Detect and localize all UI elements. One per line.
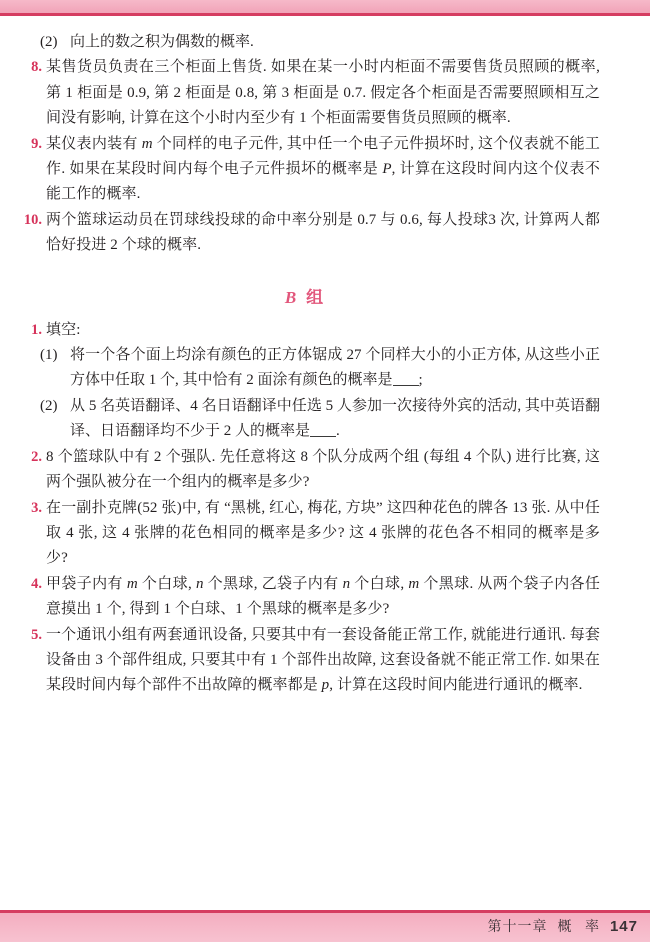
- exercise-item-8: [18, 55, 600, 131]
- item-number: 2.: [31, 448, 42, 465]
- item-text-part: 某仪表内装有: [46, 135, 142, 152]
- item-text-part: , 计算在这段时间内这个仪表不能工作的概率.: [46, 161, 600, 203]
- page-footer: [487, 916, 638, 936]
- exercise-item-9: [18, 132, 600, 208]
- item-text: [46, 132, 600, 208]
- item-text-part: , 计算在这段时间内能进行通讯的概率.: [329, 677, 583, 694]
- item-number: 10.: [23, 211, 42, 228]
- item-text-part: 甲袋子内有: [46, 575, 127, 592]
- group-b-heading: [18, 283, 600, 308]
- lead-sub-item: [40, 30, 600, 55]
- math-variable-n: n: [342, 575, 351, 592]
- sub-item-label: (2): [40, 397, 58, 414]
- item-text-part: 个黑球, 乙袋子内有: [203, 575, 343, 592]
- sub-item-text-part: 从 5 名英语翻译、4 名日语翻译中任选 5 人参加一次接待外宾的活动, 其中英语翻译、日语翻译均不少于 2 人的概率是: [70, 397, 600, 440]
- top-decorative-band: [0, 0, 650, 13]
- item-text: 填空:: [46, 321, 81, 338]
- item-text-part: 个同样的电子元件, 其中任一个电子元件损坏时, 这个仪表就不能工作. 如果在某段时间内每个电子元件损坏的概率是: [46, 135, 601, 178]
- page-number: 147: [609, 918, 638, 935]
- group-letter: B: [284, 287, 297, 307]
- math-variable-p: P: [382, 161, 392, 178]
- item-text: 两个篮球运动员在罚球线投球的命中率分别是 0.7 与 0.6, 每人投球3 次, 计算两人都恰好投进 2 个球的概率.: [46, 211, 600, 254]
- item-number: 8.: [31, 59, 42, 76]
- footer-subject: 概 率: [557, 920, 604, 935]
- item-number: 9.: [31, 135, 42, 152]
- math-variable-n: n: [195, 575, 204, 592]
- math-variable-m: m: [126, 575, 138, 592]
- item-text-part: 个白球,: [350, 575, 409, 592]
- item-number: 3.: [31, 499, 42, 516]
- sub-item-text: 向上的数之积为偶数的概率.: [70, 34, 254, 50]
- item-number: 5.: [31, 626, 42, 643]
- math-variable-p: p: [321, 677, 330, 694]
- math-variable-m: m: [408, 575, 420, 592]
- item-number: 4.: [31, 575, 42, 592]
- footer-chapter: 第十一章: [487, 920, 548, 935]
- sub-item-b1-2: [40, 394, 600, 445]
- sub-item-text-part: .: [336, 423, 340, 440]
- sub-item-label: (2): [40, 34, 58, 50]
- fill-in-blank[interactable]: [393, 385, 419, 386]
- item-text-part: 个黑球. 从两个袋子内各任意摸出 1 个, 得到 1 个白球、1 个黑球的概率是多少?: [46, 575, 600, 618]
- page-body: [0, 16, 650, 910]
- math-variable-m: m: [141, 135, 153, 152]
- fill-in-blank[interactable]: [310, 436, 336, 437]
- item-text-part: 个白球,: [137, 575, 196, 592]
- item-text: [46, 623, 600, 699]
- item-text: 8 个篮球队中有 2 个强队. 先任意将这 8 个队分成两个组 (每组 4 个队) 进行比赛, 这两个强队被分在一个组内的概率是多少?: [46, 448, 600, 491]
- exercise-content: [0, 16, 650, 699]
- group-word: 组: [306, 287, 324, 307]
- exercise-item-b2: [18, 445, 600, 496]
- exercise-item-10: [18, 208, 600, 259]
- exercise-item-b3: [18, 496, 600, 572]
- item-text: 某售货员负责在三个柜面上售货. 如果在某一小时内柜面不需要售货员照顾的概率, 第 1 柜面是 0.9, 第 2 柜面是 0.8, 第 3 柜面是 0.7. 假定各个柜面是否需要照顾相互之间没有影响, 计算在这个小时内至少有 1 个柜面需要售货员照顾的概率.: [46, 59, 600, 127]
- exercise-item-b5: [18, 623, 600, 699]
- item-text-part: 一个通讯小组有两套通讯设备, 只要其中有一套设备能正常工作, 就能进行通讯. 每套设备由 3 个部件组成, 只要其中有 1 个部件出故障, 这套设备就不能正常工作. 如果在某段时间内每个部件不出故障的概率都是: [46, 626, 600, 694]
- item-text: [46, 572, 600, 623]
- item-text: 在一副扑克牌(52 张)中, 有 “黑桃, 红心, 梅花, 方块” 这四种花色的牌各 13 张. 从中任取 4 张, 这 4 张牌的花色相同的概率是多少? 这 4 张牌的花色各不相同的概率是多少?: [46, 499, 600, 567]
- exercise-item-b1: [18, 318, 600, 343]
- item-number: 1.: [31, 321, 42, 338]
- sub-item-text: [70, 343, 600, 394]
- sub-item-label: (1): [40, 347, 58, 364]
- sub-item-text: [70, 394, 600, 445]
- sub-item-text-part: 将一个各个面上均涂有颜色的正方体锯成 27 个同样大小的小正方体, 从这些小正方体中任取 1 个, 其中恰有 2 面涂有颜色的概率是: [70, 347, 600, 389]
- exercise-item-b4: [18, 572, 600, 623]
- sub-item-b1-1: [40, 343, 600, 394]
- sub-item-text-part: ;: [418, 372, 423, 389]
